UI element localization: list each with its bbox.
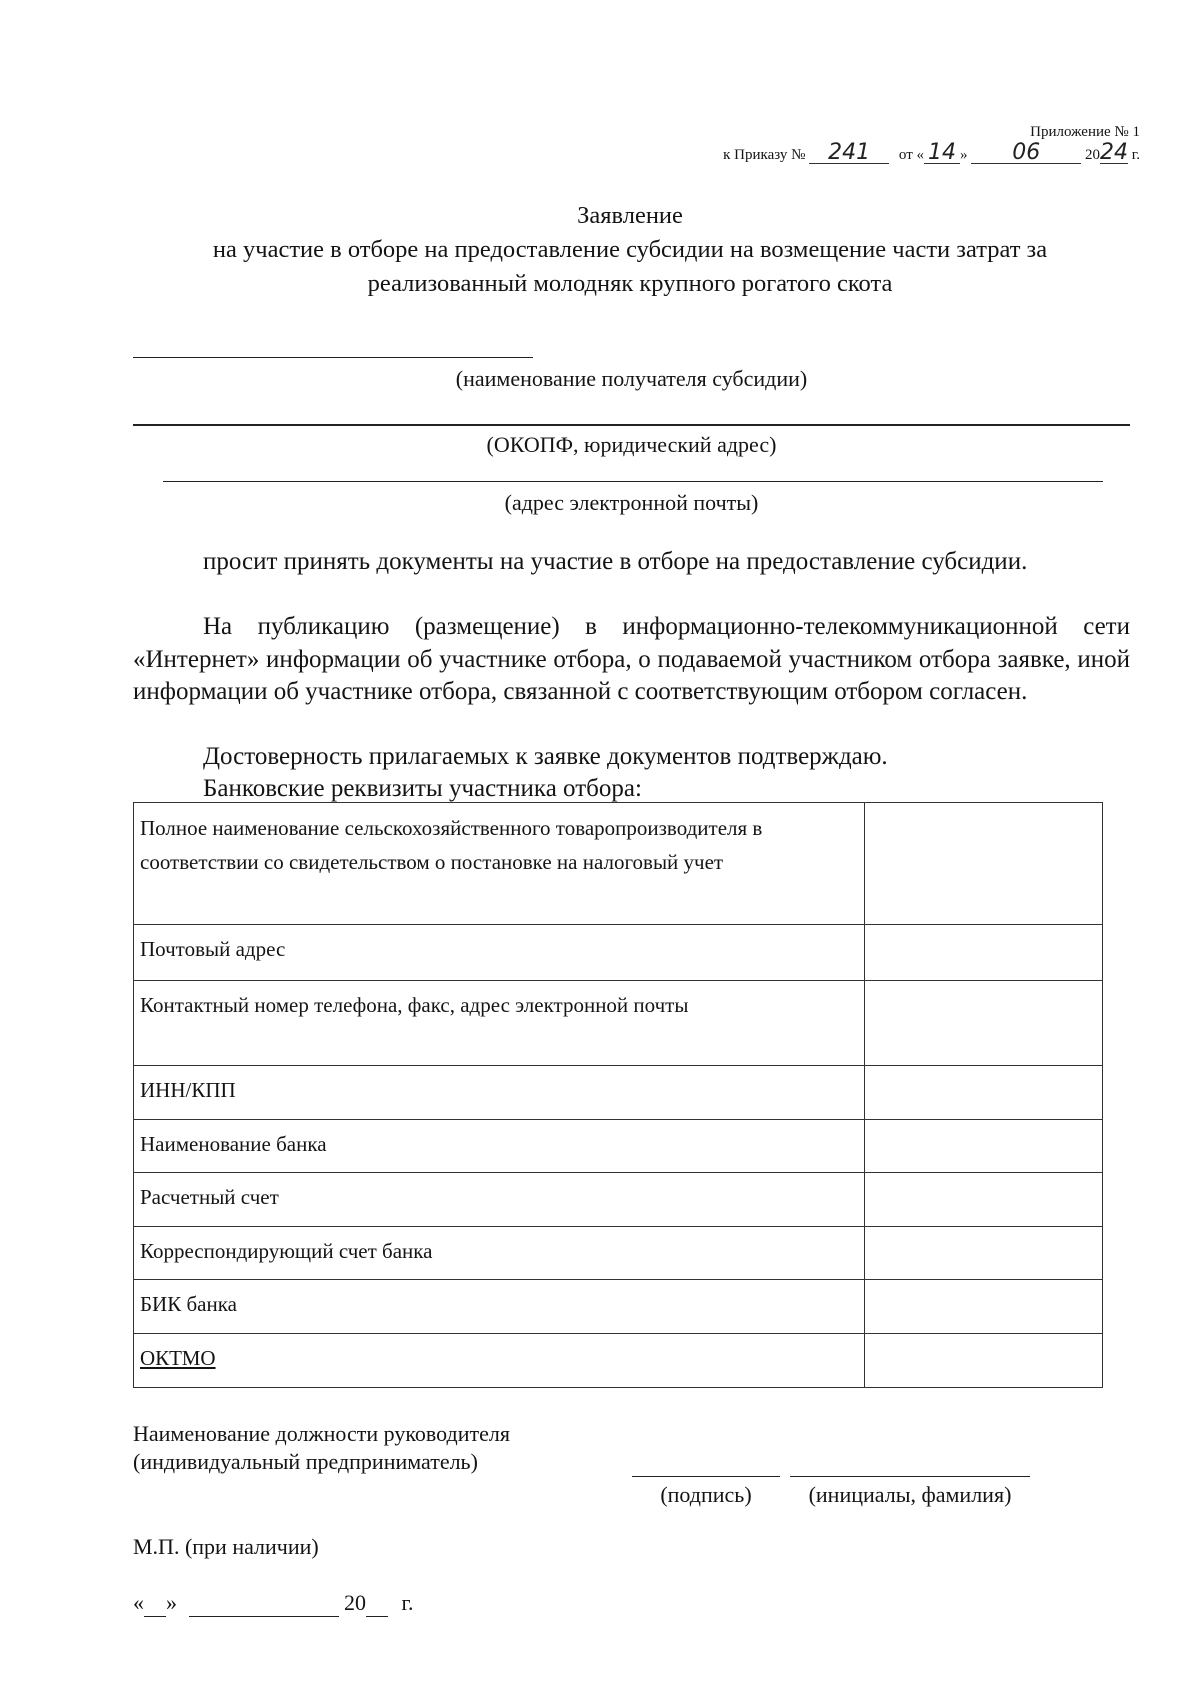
order-reference: [723, 140, 1140, 165]
okopf-address-caption: (ОКОПФ, юридический адрес): [486, 432, 777, 457]
date-year-prefix: 20: [344, 1590, 366, 1615]
order-number: 241: [809, 143, 889, 164]
table-row: [134, 1120, 1103, 1173]
date-year-end: г.: [401, 1590, 414, 1615]
order-year-suffix: 24: [1100, 140, 1129, 165]
table-row: [134, 1173, 1103, 1227]
row-value-bik[interactable]: [865, 1280, 1103, 1334]
table-row: [134, 1280, 1103, 1334]
table-row: [134, 803, 1103, 925]
order-day: 14: [924, 143, 960, 164]
row-label-full-name: Полное наименование сельскохозяйственного товаропроизводителя в соответствии со свидетельством о постановке на налоговый учет: [134, 803, 865, 925]
position-line-1: Наименование должности руководителя: [133, 1421, 510, 1446]
bank-details-heading: Банковские реквизиты участника отбора:: [203, 775, 642, 802]
row-label-oktmo: [134, 1334, 865, 1388]
authenticity-paragraph: Достоверность прилагаемых к заявке документов подтверждаю.: [203, 743, 888, 770]
document-title: [130, 199, 1130, 301]
table-row: [134, 1227, 1103, 1280]
row-value-full-name[interactable]: [865, 803, 1103, 925]
position-line-2: (индивидуальный предприниматель): [133, 1449, 478, 1474]
title-line-2: на участие в отборе на предоставление субсидии на возмещение части затрат за: [212, 236, 1048, 263]
order-prefix: к Приказу №: [723, 147, 806, 163]
order-quote-close: »: [960, 147, 968, 163]
signature-line[interactable]: [632, 1476, 780, 1477]
recipient-name-line[interactable]: [133, 357, 533, 358]
row-label-correspondent-account: Корреспондирующий счет банка: [134, 1227, 865, 1280]
row-label-bik: БИК банка: [134, 1280, 865, 1334]
row-value-bank-name[interactable]: [865, 1120, 1103, 1173]
date-month-blank[interactable]: [189, 1590, 339, 1617]
oktmo-label: ОКТМО: [140, 1346, 216, 1370]
row-value-oktmo[interactable]: [865, 1334, 1103, 1388]
row-value-inn-kpp[interactable]: [865, 1066, 1103, 1120]
appendix-label: Приложение № 1: [1030, 124, 1140, 140]
initials-caption: (инициалы, фамилия): [808, 1482, 1012, 1507]
recipient-name-caption: (наименование получателя субсидии): [455, 366, 808, 391]
table-row: [134, 925, 1103, 981]
row-value-postal-address[interactable]: [865, 925, 1103, 981]
title-line-3: реализованный молодняк крупного рогатого скота: [367, 270, 893, 297]
row-value-contacts[interactable]: [865, 981, 1103, 1066]
order-month: 06: [971, 143, 1081, 164]
bank-details-table: [133, 802, 1103, 1388]
email-line[interactable]: [163, 481, 1103, 482]
okopf-address-line[interactable]: [133, 424, 1130, 426]
row-label-inn-kpp: ИНН/КПП: [134, 1066, 865, 1120]
row-label-contacts: Контактный номер телефона, факс, адрес электронной почты: [134, 981, 865, 1066]
row-value-correspondent-account[interactable]: [865, 1227, 1103, 1280]
order-year-end: г.: [1131, 147, 1140, 163]
date-day-blank[interactable]: [144, 1590, 166, 1617]
date-quote-close: »: [166, 1590, 177, 1615]
date-year-blank[interactable]: [366, 1590, 388, 1617]
position-label: [133, 1420, 510, 1476]
stamp-label: М.П. (при наличии): [133, 1534, 319, 1559]
table-row: [134, 1334, 1103, 1388]
table-row: [134, 981, 1103, 1066]
row-label-settlement-account: Расчетный счет: [134, 1173, 865, 1227]
request-paragraph: просит принять документы на участие в отборе на предоставление субсидии.: [203, 548, 1028, 575]
order-year-prefix: 20: [1085, 147, 1101, 163]
order-from-label: от «: [898, 147, 925, 163]
row-value-settlement-account[interactable]: [865, 1173, 1103, 1227]
row-label-bank-name: Наименование банка: [134, 1120, 865, 1173]
row-label-postal-address: Почтовый адрес: [134, 925, 865, 981]
email-caption: (адрес электронной почты): [504, 490, 759, 515]
date-line: [133, 1590, 414, 1617]
date-quote-open: «: [133, 1590, 144, 1615]
signature-caption: (подпись): [660, 1482, 752, 1507]
table-row: [134, 1066, 1103, 1120]
title-line-1: Заявление: [577, 202, 683, 229]
initials-line[interactable]: [790, 1476, 1030, 1477]
publication-consent-paragraph: На публикацию (размещение) в информационно-телекоммуникационной сети «Интернет» информации об участнике отбора, о подаваемой участником отбора заявке, иной информации об участнике отбора, связанной с соответствующим отбором согласен.: [133, 613, 1130, 705]
